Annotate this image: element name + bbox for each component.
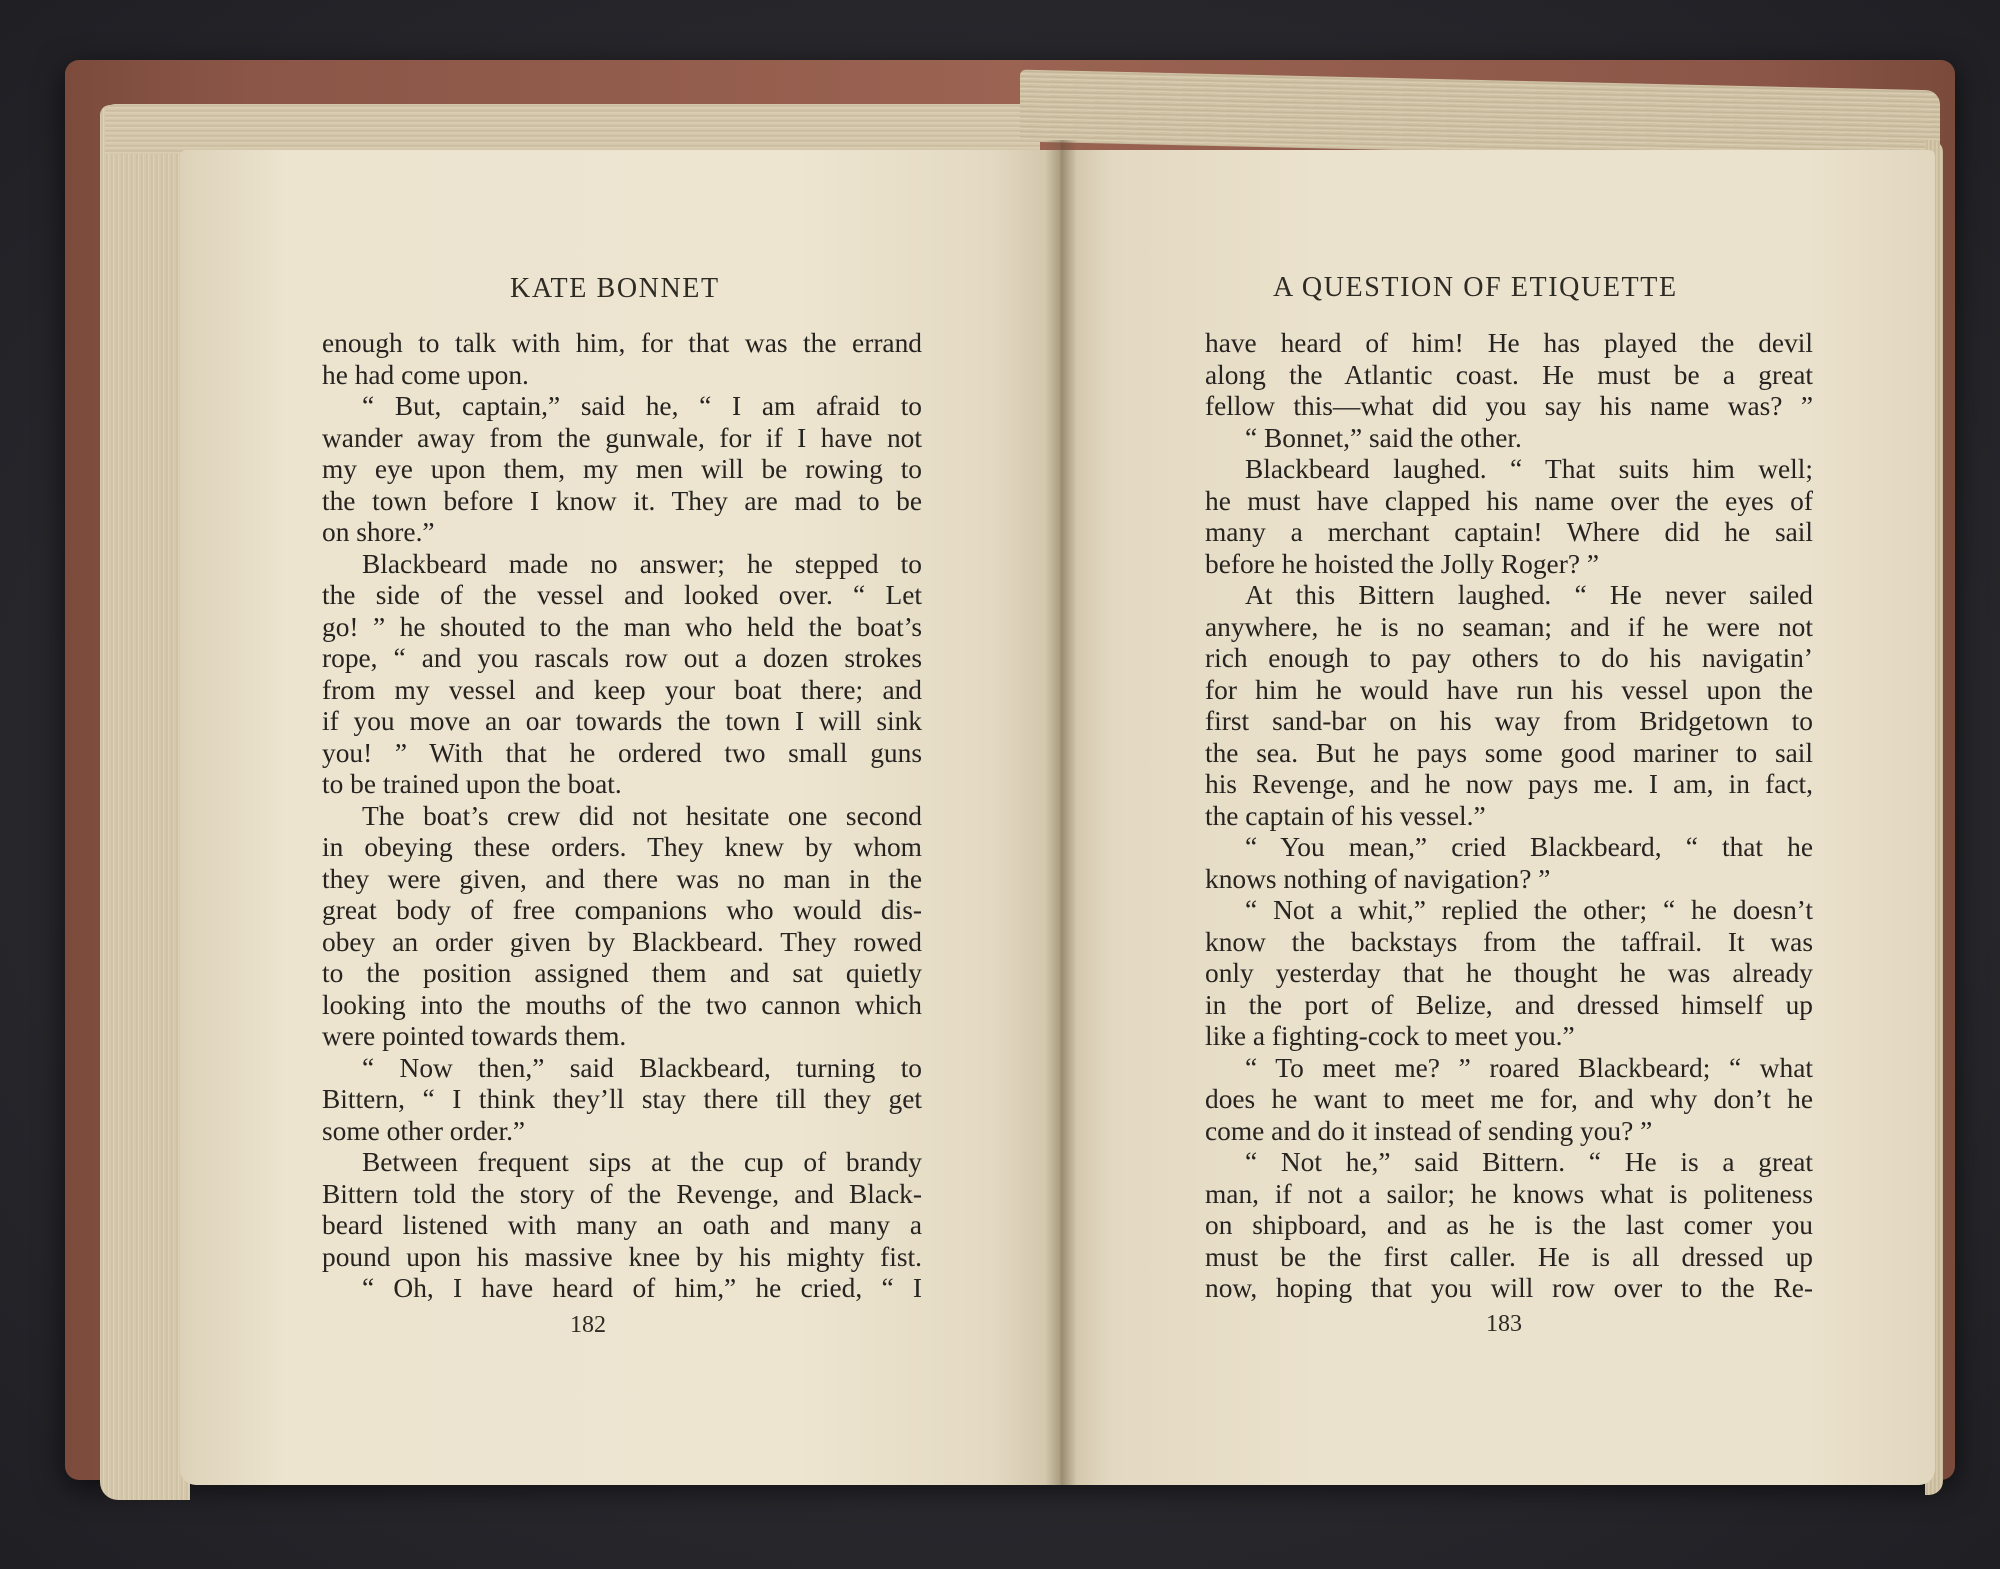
text-line: “ Not a whit,” replied the other; “ he doesn’t [1245, 895, 1813, 925]
page-edges-top-left [105, 104, 1040, 154]
right-page-text [1205, 328, 1813, 1305]
text-line: come and do it instead of sending you? ” [1205, 1115, 1653, 1146]
text-line: “ Now then,” said Blackbeard, turning to [362, 1052, 922, 1083]
text-line: great body of free companions who would dis- [322, 895, 922, 925]
text-line: before he hoisted the Jolly Roger? ” [1205, 548, 1599, 579]
left-page [180, 150, 1060, 1485]
right-page [1060, 150, 1935, 1485]
text-line: rope, “ and you rascals row out a dozen strokes [322, 643, 922, 673]
text-line: Between frequent sips at the cup of brandy [362, 1147, 922, 1177]
text-line: for him he would have run his vessel upon the [1205, 674, 1813, 705]
text-line: “ You mean,” cried Blackbeard, “ that he [1245, 832, 1813, 862]
text-line: in the port of Belize, and dressed himself up [1205, 989, 1813, 1020]
text-line: knows nothing of navigation? ” [1205, 863, 1551, 894]
text-line: go! ” he shouted to the man who held the boat’s [322, 611, 922, 642]
text-line: the sea. But he pays some good mariner to sail [1205, 737, 1813, 768]
text-line: Blackbeard laughed. “ That suits him well; [1245, 454, 1813, 484]
text-line: “ To meet me? ” roared Blackbeard; “ what [1245, 1052, 1813, 1083]
text-line: from my vessel and keep your boat there; and [322, 674, 922, 705]
text-line: the side of the vessel and looked over. “ Let [322, 580, 922, 610]
left-page-number: 182 [570, 1312, 606, 1338]
text-line: you! ” With that he ordered two small guns [322, 737, 922, 768]
right-running-head: A QUESTION OF ETIQUETTE [1273, 272, 1678, 303]
text-line: the town before I know it. They are mad to be [322, 485, 922, 516]
text-line: along the Atlantic coast. He must be a great [1205, 359, 1813, 390]
text-line: Bittern told the story of the Revenge, and Black- [322, 1178, 922, 1209]
text-line: “ But, captain,” said he, “ I am afraid to [362, 391, 922, 421]
text-line: many a merchant captain! Where did he sail [1205, 517, 1813, 547]
text-line: his Revenge, and he now pays me. I am, in fact, [1205, 769, 1813, 799]
text-line: like a fighting-cock to meet you.” [1205, 1021, 1575, 1051]
text-line: they were given, and there was no man in the [322, 863, 922, 894]
text-line: Bittern, “ I think they’ll stay there till they get [322, 1084, 922, 1114]
text-line: first sand-bar on his way from Bridgetown to [1205, 706, 1813, 736]
text-line: “ Not he,” said Bittern. “ He is a great [1245, 1147, 1813, 1177]
text-line: know the backstays from the taffrail. It was [1205, 926, 1813, 957]
text-line: in obeying these orders. They knew by whom [322, 832, 922, 862]
text-line: have heard of him! He has played the devil [1205, 328, 1813, 358]
text-line: to be trained upon the boat. [322, 769, 622, 799]
text-line: anywhere, he is no seaman; and if he were not [1205, 611, 1813, 642]
text-line: “ Oh, I have heard of him,” he cried, “ I [362, 1273, 922, 1303]
text-line: rich enough to pay others to do his navigatin’ [1205, 643, 1813, 673]
text-line: wander away from the gunwale, for if I have not [322, 422, 922, 453]
left-running-head: KATE BONNET [510, 273, 720, 304]
text-line: to the position assigned them and sat quietly [322, 958, 922, 988]
text-line: now, hoping that you will row over to the Re- [1205, 1273, 1813, 1303]
text-line: obey an order given by Blackbeard. They rowed [322, 926, 922, 957]
left-page-text [322, 328, 922, 1305]
text-line: he had come upon. [322, 359, 529, 390]
text-line: on shore.” [322, 517, 435, 547]
text-line: if you move an oar towards the town I will sink [322, 706, 922, 736]
text-line: man, if not a sailor; he knows what is politeness [1205, 1178, 1813, 1209]
text-line: he must have clapped his name over the eyes of [1205, 485, 1813, 516]
text-line: must be the first caller. He is all dressed up [1205, 1241, 1813, 1272]
text-line: some other order.” [322, 1115, 526, 1146]
text-line: enough to talk with him, for that was the errand [322, 328, 922, 358]
text-line: were pointed towards them. [322, 1021, 627, 1051]
text-line: the captain of his vessel.” [1205, 800, 1486, 831]
text-line: looking into the mouths of the two cannon which [322, 989, 922, 1020]
page-edges-left [100, 105, 190, 1500]
text-line: beard listened with many an oath and many a [322, 1210, 922, 1240]
right-page-number: 183 [1486, 1311, 1522, 1337]
text-line: my eye upon them, my men will be rowing to [322, 454, 922, 484]
text-line: Blackbeard made no answer; he stepped to [362, 548, 922, 579]
text-line: pound upon his massive knee by his mighty fist. [322, 1241, 922, 1272]
text-line: At this Bittern laughed. “ He never sailed [1245, 580, 1813, 610]
text-line: The boat’s crew did not hesitate one second [362, 800, 922, 831]
text-line: does he want to meet me for, and why don’t he [1205, 1084, 1813, 1114]
text-line: “ Bonnet,” said the other. [1245, 422, 1522, 453]
text-line: fellow this—what did you say his name was? ” [1205, 391, 1813, 421]
text-line: only yesterday that he thought he was already [1205, 958, 1813, 988]
text-line: on shipboard, and as he is the last comer you [1205, 1210, 1813, 1240]
